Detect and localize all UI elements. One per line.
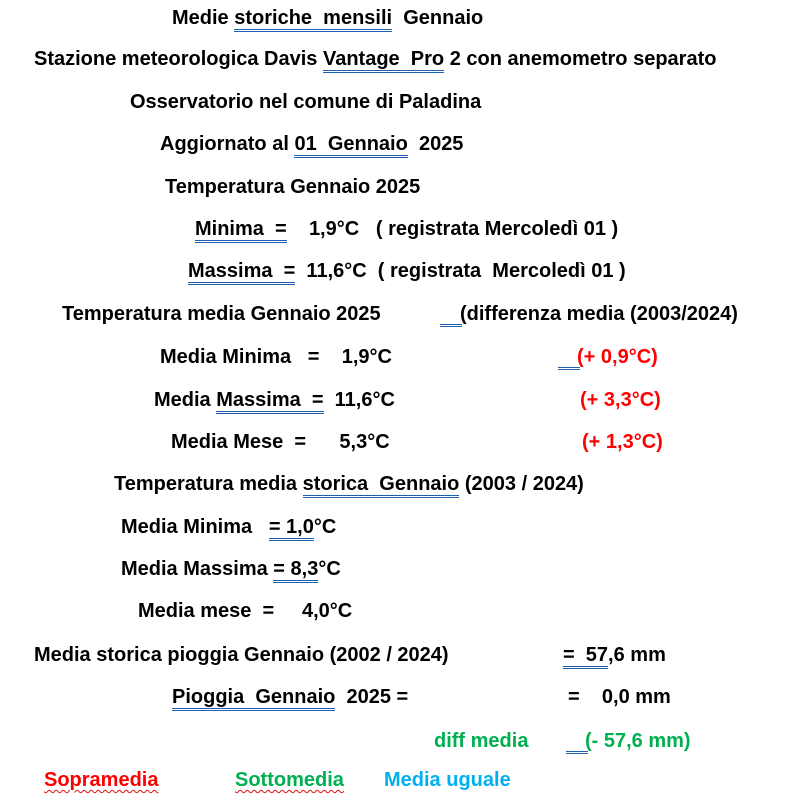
diff-media-value: (- 57,6 mm): [585, 730, 691, 752]
diff-media-label: diff media: [434, 730, 529, 752]
monthly-average-heading: Temperatura media Gennaio 2025: [62, 303, 381, 325]
legend-above-average: Sopramedia: [44, 769, 159, 791]
underline-mark: [566, 751, 588, 754]
page-title: Medie storiche mensili Gennaio: [172, 6, 483, 30]
legend-below-average: Sottomedia: [235, 769, 344, 791]
temperature-month-heading: Temperatura Gennaio 2025: [165, 176, 421, 198]
rain-month-label: Pioggia Gennaio 2025 =: [172, 685, 408, 709]
average-month-line: Media Mese = 5,3°C: [171, 431, 390, 453]
maximum-line: [188, 259, 626, 283]
difference-heading: (differenza media (2003/2024): [460, 303, 738, 325]
rain-historical-label: Media storica pioggia Gennaio (2002 / 2024): [34, 644, 449, 666]
rain-historical-value: = 57,6 mm: [563, 643, 666, 667]
historical-maximum-line: Media Massima = 8,3°C: [121, 557, 341, 581]
updated-line: Aggiornato al 01 Gennaio 2025: [160, 132, 463, 156]
average-month-diff: (+ 1,3°C): [582, 431, 663, 453]
underline-mark: [558, 367, 580, 370]
minimum-label: Minima =: [195, 218, 287, 243]
historical-month-line: Media mese = 4,0°C: [138, 600, 353, 622]
average-maximum-line: Media Massima = 11,6°C: [154, 388, 395, 412]
rain-month-value: = 0,0 mm: [568, 686, 671, 708]
average-maximum-diff: (+ 3,3°C): [580, 389, 661, 411]
maximum-label: Massima =: [188, 260, 295, 285]
historical-minimum-line: Media Minima = 1,0°C: [121, 515, 336, 539]
historical-heading: Temperatura media storica Gennaio (2003 / 2024): [114, 472, 584, 496]
minimum-line: [195, 217, 618, 241]
observatory-line: Osservatorio nel comune di Paladina: [130, 91, 482, 113]
minimum-value: 1,9°C ( registrata Mercoledì 01 ): [308, 218, 619, 240]
average-minimum-diff: (+ 0,9°C): [577, 346, 658, 368]
average-minimum-line: Media Minima = 1,9°C: [160, 346, 392, 368]
station-line: Stazione meteorologica Davis Vantage Pro 2 con anemometro separato: [34, 47, 716, 71]
underline-mark: [440, 324, 462, 327]
maximum-value: 11,6°C ( registrata Mercoledì 01 ): [306, 260, 626, 282]
legend-equal-average: Media uguale: [384, 769, 511, 791]
